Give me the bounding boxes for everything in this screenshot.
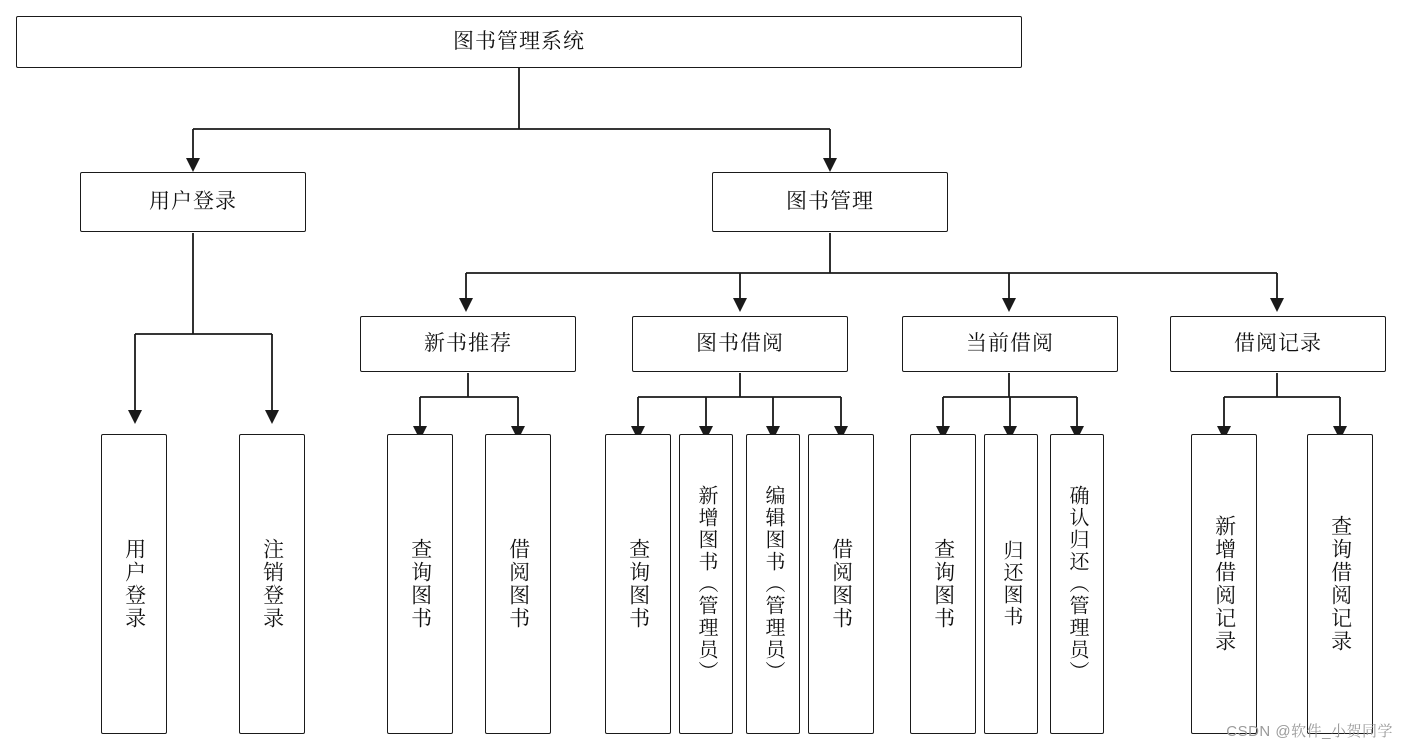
leaf-current-query-book-label: 查询图书 bbox=[931, 538, 955, 630]
leaf-recommend-borrow-book-label: 借阅图书 bbox=[506, 538, 530, 630]
node-current-borrow-label: 当前借阅 bbox=[966, 331, 1054, 355]
node-borrow-records[interactable] bbox=[1170, 316, 1386, 372]
leaf-login-logout[interactable] bbox=[239, 434, 305, 734]
node-user-login-label: 用户登录 bbox=[149, 189, 237, 213]
leaf-records-add-record[interactable] bbox=[1191, 434, 1257, 734]
node-book-management-label: 图书管理 bbox=[786, 189, 874, 213]
leaf-borrow-edit-book-label: 编辑图书（管理员） bbox=[762, 485, 784, 683]
leaf-login-user-login[interactable] bbox=[101, 434, 167, 734]
node-book-management[interactable] bbox=[712, 172, 948, 232]
leaf-borrow-query-book[interactable] bbox=[605, 434, 671, 734]
leaf-recommend-query-book[interactable] bbox=[387, 434, 453, 734]
leaf-login-user-login-label: 用户登录 bbox=[122, 538, 146, 630]
leaf-records-query-record[interactable] bbox=[1307, 434, 1373, 734]
node-borrow-records-label: 借阅记录 bbox=[1234, 331, 1322, 355]
leaf-current-return-book[interactable] bbox=[984, 434, 1038, 734]
node-new-book-recommend[interactable] bbox=[360, 316, 576, 372]
leaf-current-confirm-return-label: 确认归还（管理员） bbox=[1066, 485, 1088, 683]
node-book-borrow[interactable] bbox=[632, 316, 848, 372]
node-root-label: 图书管理系统 bbox=[453, 29, 585, 53]
leaf-borrow-query-book-label: 查询图书 bbox=[626, 538, 650, 630]
leaf-login-logout-label: 注销登录 bbox=[260, 538, 284, 630]
node-user-login[interactable] bbox=[80, 172, 306, 232]
node-new-book-recommend-label: 新书推荐 bbox=[424, 331, 512, 355]
leaf-recommend-borrow-book[interactable] bbox=[485, 434, 551, 734]
leaf-current-query-book[interactable] bbox=[910, 434, 976, 734]
leaf-borrow-borrow-book-label: 借阅图书 bbox=[829, 538, 853, 630]
leaf-borrow-borrow-book[interactable] bbox=[808, 434, 874, 734]
leaf-borrow-add-book-label: 新增图书（管理员） bbox=[695, 485, 717, 683]
leaf-current-return-book-label: 归还图书 bbox=[1000, 540, 1022, 628]
leaf-current-confirm-return[interactable] bbox=[1050, 434, 1104, 734]
leaf-records-query-record-label: 查询借阅记录 bbox=[1328, 515, 1352, 653]
node-root[interactable] bbox=[16, 16, 1022, 68]
leaf-borrow-edit-book[interactable] bbox=[746, 434, 800, 734]
leaf-borrow-add-book[interactable] bbox=[679, 434, 733, 734]
node-current-borrow[interactable] bbox=[902, 316, 1118, 372]
leaf-records-add-record-label: 新增借阅记录 bbox=[1212, 515, 1236, 653]
watermark: CSDN @软件_小贺同学 bbox=[1226, 723, 1393, 740]
node-book-borrow-label: 图书借阅 bbox=[696, 331, 784, 355]
leaf-recommend-query-book-label: 查询图书 bbox=[408, 538, 432, 630]
